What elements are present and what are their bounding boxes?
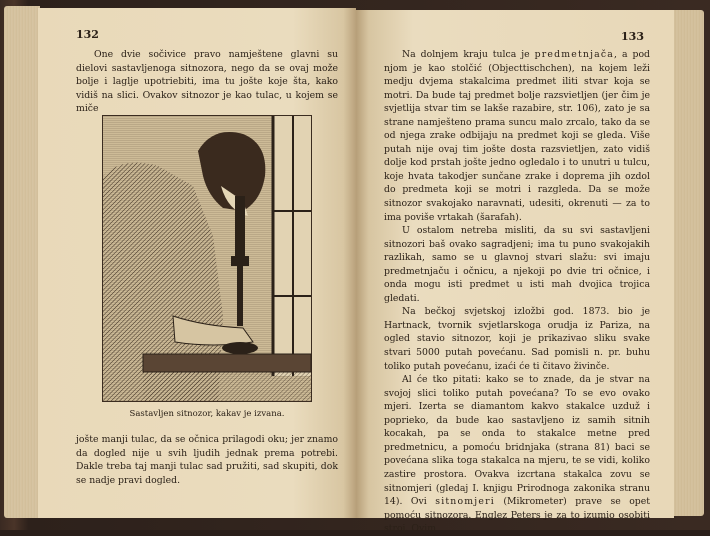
table xyxy=(143,354,311,372)
p1-before: Na dolnjem kraju tulca je xyxy=(402,49,535,60)
left-page-top-text xyxy=(76,48,338,116)
left-page-edges xyxy=(4,6,40,518)
left-page-number: 132 xyxy=(76,28,99,41)
term-predmetnjaca: predmetnjača xyxy=(534,49,615,60)
microscope-illustration xyxy=(102,115,312,402)
term-sitnomjeri: sitnomjeri xyxy=(435,496,495,508)
figure-caption: Sastavljen sitnozor, kakav je izvana. xyxy=(129,409,285,419)
p4-after: (Mikrometer) prave se opet pomoću sitnozora. Englez Peters je za to izumio osobiti stroj. Ovim xyxy=(384,496,650,535)
engraving-svg xyxy=(103,116,311,401)
microscope-stand xyxy=(237,266,243,326)
left-paragraph-1: One dvie sočivice pravo namještene glavni su dielovi sastavljenoga sitnozora, nego da se ovaj može bolje i laglje upotriebiti, ima tu jošte koje šta, kako vidiš na slici. Ovakov sitnozor je kao tulac, u kojem se miče xyxy=(76,49,338,115)
right-page-edges xyxy=(672,10,704,516)
left-paragraph-2: jošte manji tulac, da se očnica prilagodi oku; jer znamo da dogled nije u svih ljudih jednak prema potrebi. Dakle treba taj manji tulac sad pružiti, sad skupiti, dok se nadje pravi dogled. xyxy=(76,434,338,486)
microscope-tube xyxy=(235,196,245,256)
right-paragraph-4 xyxy=(384,373,650,536)
right-page-number: 133 xyxy=(621,30,644,43)
right-paragraph-2: U ostalom netreba misliti, da su svi sastavljeni sitnozori baš ovako sagradjeni; ima tu puno svakojakih razlikah, samo se u glavnoj stvari slažu: svi imaju predmetnjaču i očnicu, a njekoji po dvie tri očnice, i onda mogu isti predmet u isti mah dvojica trojica gledati. xyxy=(384,225,650,304)
right-page xyxy=(356,10,674,535)
right-paragraph-1 xyxy=(384,48,650,224)
p1-after: , a pod njom je kao stolčić (Objecttischchen), na kojem leži medju dvjema stakalcima predmet iliti stvar koja se motri. Da bude taj predmet bolje razsvietljen (jer čim je svjetlija stvar tim se lakše razabire, str. 106), zato je sa strane namješteno prama suncu malo zrcalo, tako da se od njega zrake odbijaju na predmet koji se gleda. Više putah nije ovaj tim jošte dosta razsvietljen, zato vidiš dolje kod prstah jošte jedno ogledalo i to unutri u tulcu, koje hvata takodjer sunčane zrake i doprema jih ozdol do predmeta koji se motri i razgleda. Da se može sitnozor svakojako naravnati, udesiti, okrenuti — za to ima poviše vrtakah (šarafah). xyxy=(384,49,650,223)
left-page xyxy=(38,8,356,518)
right-page-text xyxy=(384,48,650,536)
left-page-bottom-text xyxy=(76,433,338,487)
right-paragraph-3: Na bečkoj svjetskoj izložbi god. 1873. bio je Hartnack, tvornik svjetlarskoga orudja iz Pariza, na ogled stavio sitnozor, koji je prikazivao sliku svake stvari 5000 putah povećanu. Sad pomisli n. pr. buhu toliko putah povećanu, izaći će ti čitavo živinče. xyxy=(384,306,650,372)
p4-before: Al će tko pitati: kako se to znade, da je stvar na svojoj slici toliko putah povećana? To se evo ovako mjeri. Izerta se diamantom kakvo stakalce uzduž i poprieko, da bude kao sastavljeno iz samih sitnih kocakah, pa se onda to stakalce metne pred predmetnicu, a pomoću bridnjaka (strana 81) baci se povećana slika toga stakalca na mjeru, te se vidi, koliko zastire prostora. Ovakva izcrtana stakalca zovu se sitnomjeri (gledaj I. knjigu Prirodnoga zakonika stranu 14). Ovi xyxy=(384,374,650,508)
